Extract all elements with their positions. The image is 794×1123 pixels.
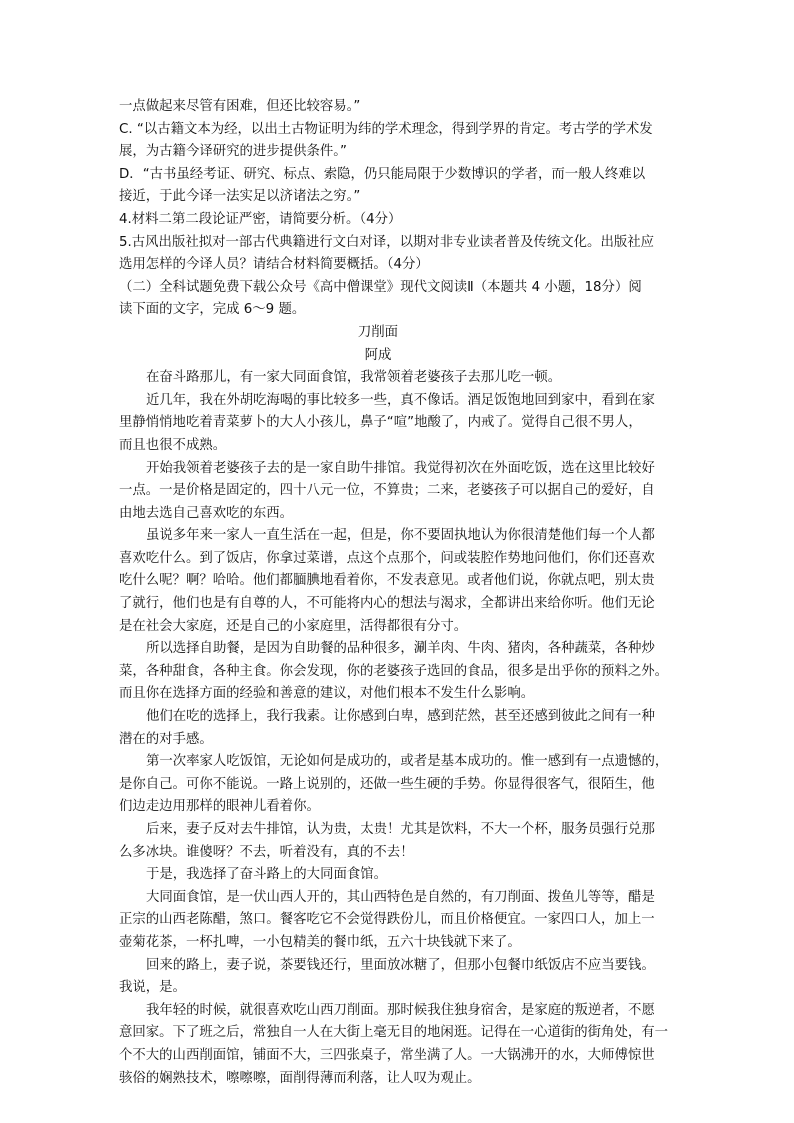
paragraph-line: 意回家。下了班之后，常独自一人在大街上毫无目的地闲逛。记得在一心道街的街角处，有一 [119, 1025, 669, 1041]
paragraph-line: 虽说多年来一家人一直生活在一起，但是，你不要固执地认为你很清楚他们每一个人都 [146, 528, 655, 544]
question-5: 5.古风出版社拟对一部古代典籍进行文白对译，以期对非专业读者普及传统文化。出版社应 [119, 234, 655, 250]
paragraph-line: 骇俗的娴熟技术，嚓嚓嚓，面削得薄而利落，让人叹为观止。 [119, 1070, 481, 1086]
paragraph-line: 我年轻的时候，就很喜欢吃山西刀削面。那时候我住独身宿舍，是家庭的叛逆者，不愿 [146, 1002, 655, 1018]
option-c-line: C. “以古籍文本为经，以出土古物证明为纬的学术理念，得到学界的肯定。考古学的学术发 [119, 121, 653, 137]
paragraph-line: 壶菊花茶，一杯扎啤，一小包精美的餐巾纸，五六十块钱就下来了。 [119, 934, 521, 950]
paragraph-line: 一点。一是价格是固定的，四十八元一位，不算贵；二来，老婆孩子可以据自己的爱好，自 [119, 483, 655, 499]
paragraph [119, 638, 679, 706]
paragraph-line: 后来，妻子反对去牛排馆，认为贵，太贵！尤其是饮料，不大一个杯，服务员强行兑那 [146, 822, 655, 837]
section-heading: （二）全科试题免费下载公众号《高中僧课堂》现代文阅读Ⅱ（本题共 4 小题，18分）阅 [119, 279, 642, 295]
paragraph-line: 了就行，他们也是有自尊的人，不可能将内心的想法与渴求，全都讲出来给你听。他们无论 [119, 596, 655, 612]
paragraph [119, 367, 679, 390]
paragraph-line: 是你自己。可你不能说。一路上说别的，还做一些生硬的手势。你显得很客气，很陌生，他 [119, 776, 655, 792]
paragraph-line: 大同面食馆，是一伏山西人开的，其山西特色是自然的，有刀削面、拨鱼儿等等，醋是 [146, 889, 655, 905]
paragraph-line: 喜欢吃什么。到了饭店，你拿过菜谱，点这个点那个，问或装腔作势地问他们，你们还喜欢 [119, 550, 655, 566]
paragraph-line: 个不大的山西削面馆，铺面不大，三四张桌子，常坐满了人。一大锅沸开的水，大师傅惊世 [119, 1047, 655, 1063]
paragraph-line: 第一次率家人吃饭馆，无论如何是成功的，或者是基本成功的。惟一感到有一点遗憾的， [146, 754, 669, 770]
paragraph-line: 由地去选自己喜欢吃的东西。 [119, 505, 294, 521]
paragraph-line: 近几年，我在外胡吃海喝的事比较多一些，真不像话。酒足饭饱地回到家中，看到在家 [146, 392, 655, 408]
paragraph-line: 们边走边用那样的眼神儿看着你。 [119, 799, 320, 815]
paragraph-line: 于是，我选择了奋斗路上的大同面食馆。 [146, 867, 388, 883]
section-heading: 读下面的文字，完成 6～9 题。 [119, 302, 306, 318]
paragraph [119, 751, 679, 819]
paragraph-line: 吃什么呢？啊？哈哈。他们都腼腆地看着你，不发表意见。或者他们说，你就点吧，别太贵 [119, 573, 655, 589]
paragraph [119, 864, 679, 887]
paragraph-line: 潜在的对手感。 [119, 731, 213, 747]
paragraph [119, 390, 679, 458]
paragraph-line: 是在社会大家庭，还是自己的小家庭里，活得都很有分寸。 [119, 618, 468, 634]
exam-page [119, 96, 679, 1090]
paragraph-line: 在奋斗路那儿，有一家大同面食馆，我常领着老婆孩子去那儿吃一顿。 [146, 370, 562, 386]
paragraph-line: 里静悄悄地吃着青菜萝卜的大人小孩儿，鼻子“喧”地酸了，内戒了。觉得自己很不男人， [119, 415, 642, 431]
article-title: 刀削面 [357, 324, 399, 340]
paragraph-line: 么多冰块。谁傻呀？不去，听着没有，真的不去！ [119, 844, 414, 860]
option-d-line: 接近，于此今译一法实足以济诸法之穷。” [119, 189, 361, 205]
article-author: 阿成 [364, 347, 392, 363]
article-header [119, 322, 637, 367]
paragraph-line: 回来的路上，妻子说，茶要钱还行，里面放冰糖了，但那小包餐巾纸饭店不应当要钱。 [146, 957, 655, 973]
paragraph [119, 819, 679, 864]
question-4: 4.材料二第二段论证严密，请简要分析。（4分） [119, 211, 402, 227]
paragraph-line: 而且你在选择方面的经验和善意的建议，对他们根本不发生什么影响。 [119, 686, 535, 702]
article-body [119, 367, 679, 1090]
option-d-line: D．“古书虽经考证、研究、标点、索隐，仍只能局限于少数博识的学者，而一般人终难以 [119, 166, 646, 182]
paragraph [119, 955, 679, 1000]
paragraph [119, 887, 679, 955]
paragraph-line: 正宗的山西老陈醋，煞口。餐客吃它不会觉得跌份儿，而且价格便宜。一家四口人，加上一 [119, 912, 655, 928]
paragraph-line: 他们在吃的选择上，我行我素。让你感到白卑，感到茫然，甚至还感到彼此之间有一种 [146, 709, 655, 725]
paragraph-line: 而且也很不成熟。 [119, 437, 227, 453]
question-5: 选用怎样的今译人员？请结合材料简要概括。（4分） [119, 257, 429, 273]
question-section [119, 96, 679, 322]
paragraph-line: 我说，是。 [119, 980, 186, 996]
option-c-line: 展，为古籍今译研究的进步提供条件。” [119, 144, 347, 160]
paragraph [119, 458, 679, 526]
paragraph-line: 开始我领着老婆孩子去的是一家自助牛排馆。我觉得初次在外面吃饭，选在这里比较好 [146, 460, 655, 476]
paragraph-line: 所以选择自助餐，是因为自助餐的品种很多，涮羊肉、牛肉、猪肉，各种蔬菜，各种炒 [146, 641, 655, 657]
paragraph-line: 菜，各种甜食，各种主食。你会发现，你的老婆孩子选回的食品，很多是出乎你的预料之外。 [119, 663, 669, 679]
paragraph [119, 706, 679, 751]
paragraph [119, 525, 679, 638]
question-line: 一点做起来尽管有困难，但还比较容易。” [119, 99, 361, 114]
paragraph [119, 1000, 679, 1090]
